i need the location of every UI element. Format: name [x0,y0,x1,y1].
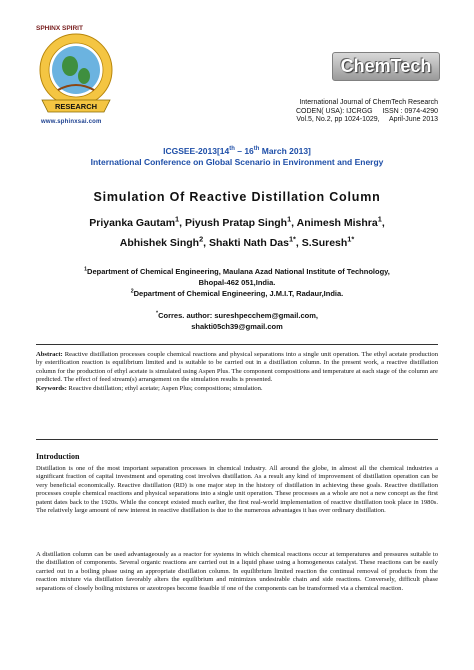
journal-coden: CODEN( USA): IJCRGG ISSN : 0974-4290 [296,107,438,115]
journal-name: International Journal of ChemTech Research [299,99,438,106]
keywords-label: Keywords: [36,384,67,392]
website-link[interactable]: www.sphinxsai.com [41,119,102,125]
author-line-2: Abhishek Singh$^2$, Shakti Nath Das$^{1*}$, S.Suresh$^{1*}$ [119,234,355,249]
abstract-bottom-rule [36,439,438,440]
affiliation-2: $^2$Department of Chemical Engineering, J.M.I.T, Radaur,India. [130,288,344,298]
keywords-text: Reactive distillation; ethyl acetate; Aspen Plus; compositions; simulation. [66,384,263,392]
corresponding-author-email-2[interactable]: shakti05ch39@gmail.com [191,322,283,331]
author-list [50,213,424,253]
introduction-paragraph-1: Distillation is one of the most important separation processes in chemical industry. All around the globe, in almost all the chemical industries a significant fraction of capital investment and operating cost involves distillation. As a result any kind of improvement of distillation operation can be very beneficial economically. Reactive distillation (RD) is one major step in the history of distillation in achieving these goals. Reactive distillation processes couple chemical reactions and physical separations into a single unit operation. These processes as a whole are not a new concept as the first patent dates back to the 1920s. While the concept existed much earlier, the first real-world implementation of reactive distillation took place in 1980s. The relatively large amount of new interest in reactive distillation is due to the numerous advantages it has over ordinary distillation. [36,465,438,515]
author-line-1: Priyanka Gautam$^1$, Piyush Pratap Singh$^1$, Animesh Mishra$^1$, [89,214,385,229]
logo-banner-text: RESEARCH [54,102,98,111]
logo-top-text: SPHINX SPIRIT [36,25,83,32]
paper-title: Simulation Of Reactive Distillation Column [93,190,381,204]
introduction-paragraph-2: A distillation column can be used advantageously as a reactor for systems in which chemical reactions occur at temperatures and pressures suitable to the distillation of components. Several organic reactions are carried out in a liquid phase using a homogeneous catalyst. These reactions can be easily carried out in a boiling phase using an appropriate distillation column. In equilibrium limited reaction the continual removal of products from the reaction mixture via distillation favorably alters the equilibrium and minimizes undesirable chain and side reactions. Conversely, difficult phase separations of closely boiling mixtures or azeotropes become feasible if one of the components can be transformed via a chemical reaction. [36,551,438,592]
journal-volume: Vol.5, No.2, pp 1024-1029, April-June 2013 [296,116,438,123]
conference-name: International Conference on Global Scenario in Environment and Energy [90,157,384,167]
affiliation-1-city: Bhopal-462 051,India. [198,278,276,287]
affiliations [36,266,438,299]
corresponding-author-email-1[interactable]: *Corres. author: sureshpecchem@gmail.com, [156,310,318,320]
abstract-top-rule [36,344,438,345]
journal-info [218,99,438,125]
journal-badge: ChemTech [332,52,440,81]
abstract-label: Abstract: [36,351,63,358]
conference-info [36,146,438,168]
correspondence [36,310,438,332]
abstract [36,351,438,393]
conference-dates: ICGSEE-2013[14th – 16th March 2013] [163,146,311,156]
abstract-text: Reactive distillation processes couple chemical reactions and physical separations into a single unit operation. The ethyl acetate production by esterification reaction is equilibrium limited and is suitable to be carried out in a distillation column. In the present work, a reactive distillation column for the production of ethyl acetate is simulated using Aspen Plus. The component compositions and temperature at each stage of the column are predicted. The effect of feed stream(s) arrangement on the simulation results is presented. [36,351,438,384]
affiliation-1: $^1$Department of Chemical Engineering, Maulana Azad National Institute of Technology, [84,266,390,276]
introduction-heading: Introduction [36,452,80,461]
publisher-logo [36,25,116,118]
